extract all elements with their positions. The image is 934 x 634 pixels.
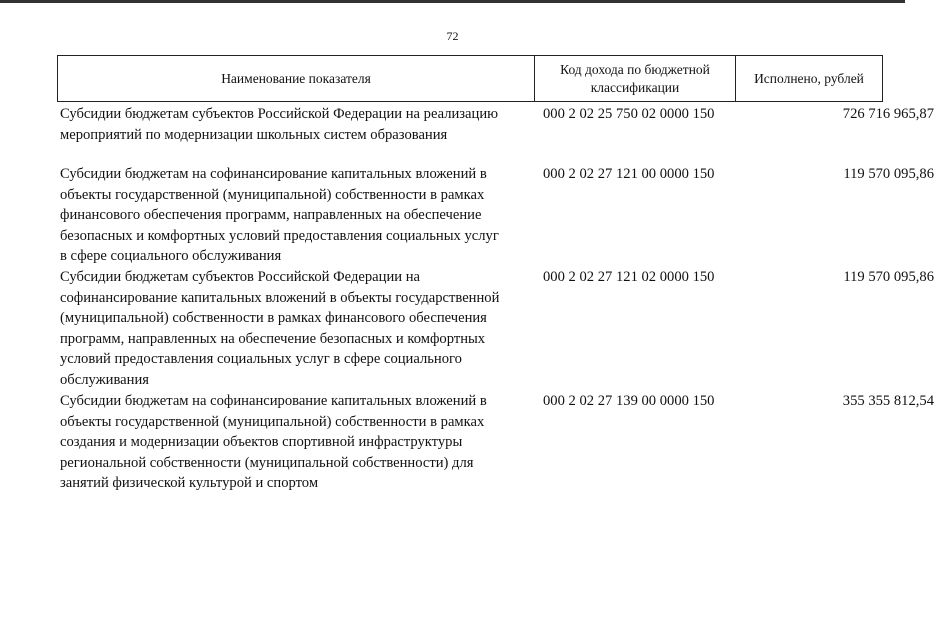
name-line: Субсидии бюджетам субъектов Российской Федерации на [60, 269, 420, 285]
name-line: финансового обеспечения программ, направленных на обеспечение [60, 207, 482, 224]
income-code: 000 2 02 25 750 02 0000 150 [543, 106, 715, 122]
name-line: программ, направленных на обеспечение безопасных и комфортных [60, 330, 486, 347]
executed-amount: 726 716 965,87 [842, 106, 934, 122]
name-line: безопасных и комфортных условий предоставления социальных услуг [60, 227, 499, 244]
page-border [0, 0, 905, 3]
name-line: в сфере социального обслуживания [60, 248, 282, 265]
header-executed: Исполнено, рублей [754, 70, 864, 86]
indicator-name [60, 164, 530, 267]
header-name: Наименование показателя [58, 56, 535, 101]
name-line: обслуживания [60, 371, 149, 388]
name-line: Субсидии бюджетам субъектов Российской Федерации на реализацию [60, 106, 499, 122]
name-line: объекты государственной (муниципальной) собственности в рамках [60, 186, 485, 203]
income-code: 000 2 02 27 121 00 0000 150 [543, 166, 715, 182]
name-line: Субсидии бюджетам на софинансирование капитальных вложений в [60, 166, 487, 182]
name-line: объекты государственной (муниципальной) собственности в рамках [60, 413, 485, 430]
name-line: занятий физической культурой и спортом [60, 475, 319, 492]
name-line: условий предоставления социальных услуг в сфере социального [60, 351, 462, 368]
name-line: (муниципальной) собственности в рамках финансового обеспечения [60, 310, 487, 327]
indicator-name [60, 104, 530, 145]
executed-amount: 119 570 095,86 [843, 166, 934, 182]
income-code: 000 2 02 27 139 00 0000 150 [543, 393, 715, 409]
executed-amount: 119 570 095,86 [843, 269, 934, 285]
name-line: региональной собственности (муниципальной собственности) для [60, 454, 474, 471]
name-line: софинансирование капитальных вложений в объекты государственной [60, 289, 500, 306]
income-code: 000 2 02 27 121 02 0000 150 [543, 269, 715, 285]
table-header [57, 55, 883, 102]
name-line: создания и модернизации объектов спортивной инфраструктуры [60, 434, 463, 451]
name-line: мероприятий по модернизации школьных систем образования [60, 126, 448, 143]
page-number: 72 [446, 29, 459, 43]
indicator-name [60, 267, 530, 391]
indicator-name [60, 391, 530, 494]
name-line: Субсидии бюджетам на софинансирование капитальных вложений в [60, 393, 487, 409]
executed-amount: 355 355 812,54 [842, 393, 934, 409]
header-code: Код дохода по бюджетной классификации [535, 56, 736, 101]
